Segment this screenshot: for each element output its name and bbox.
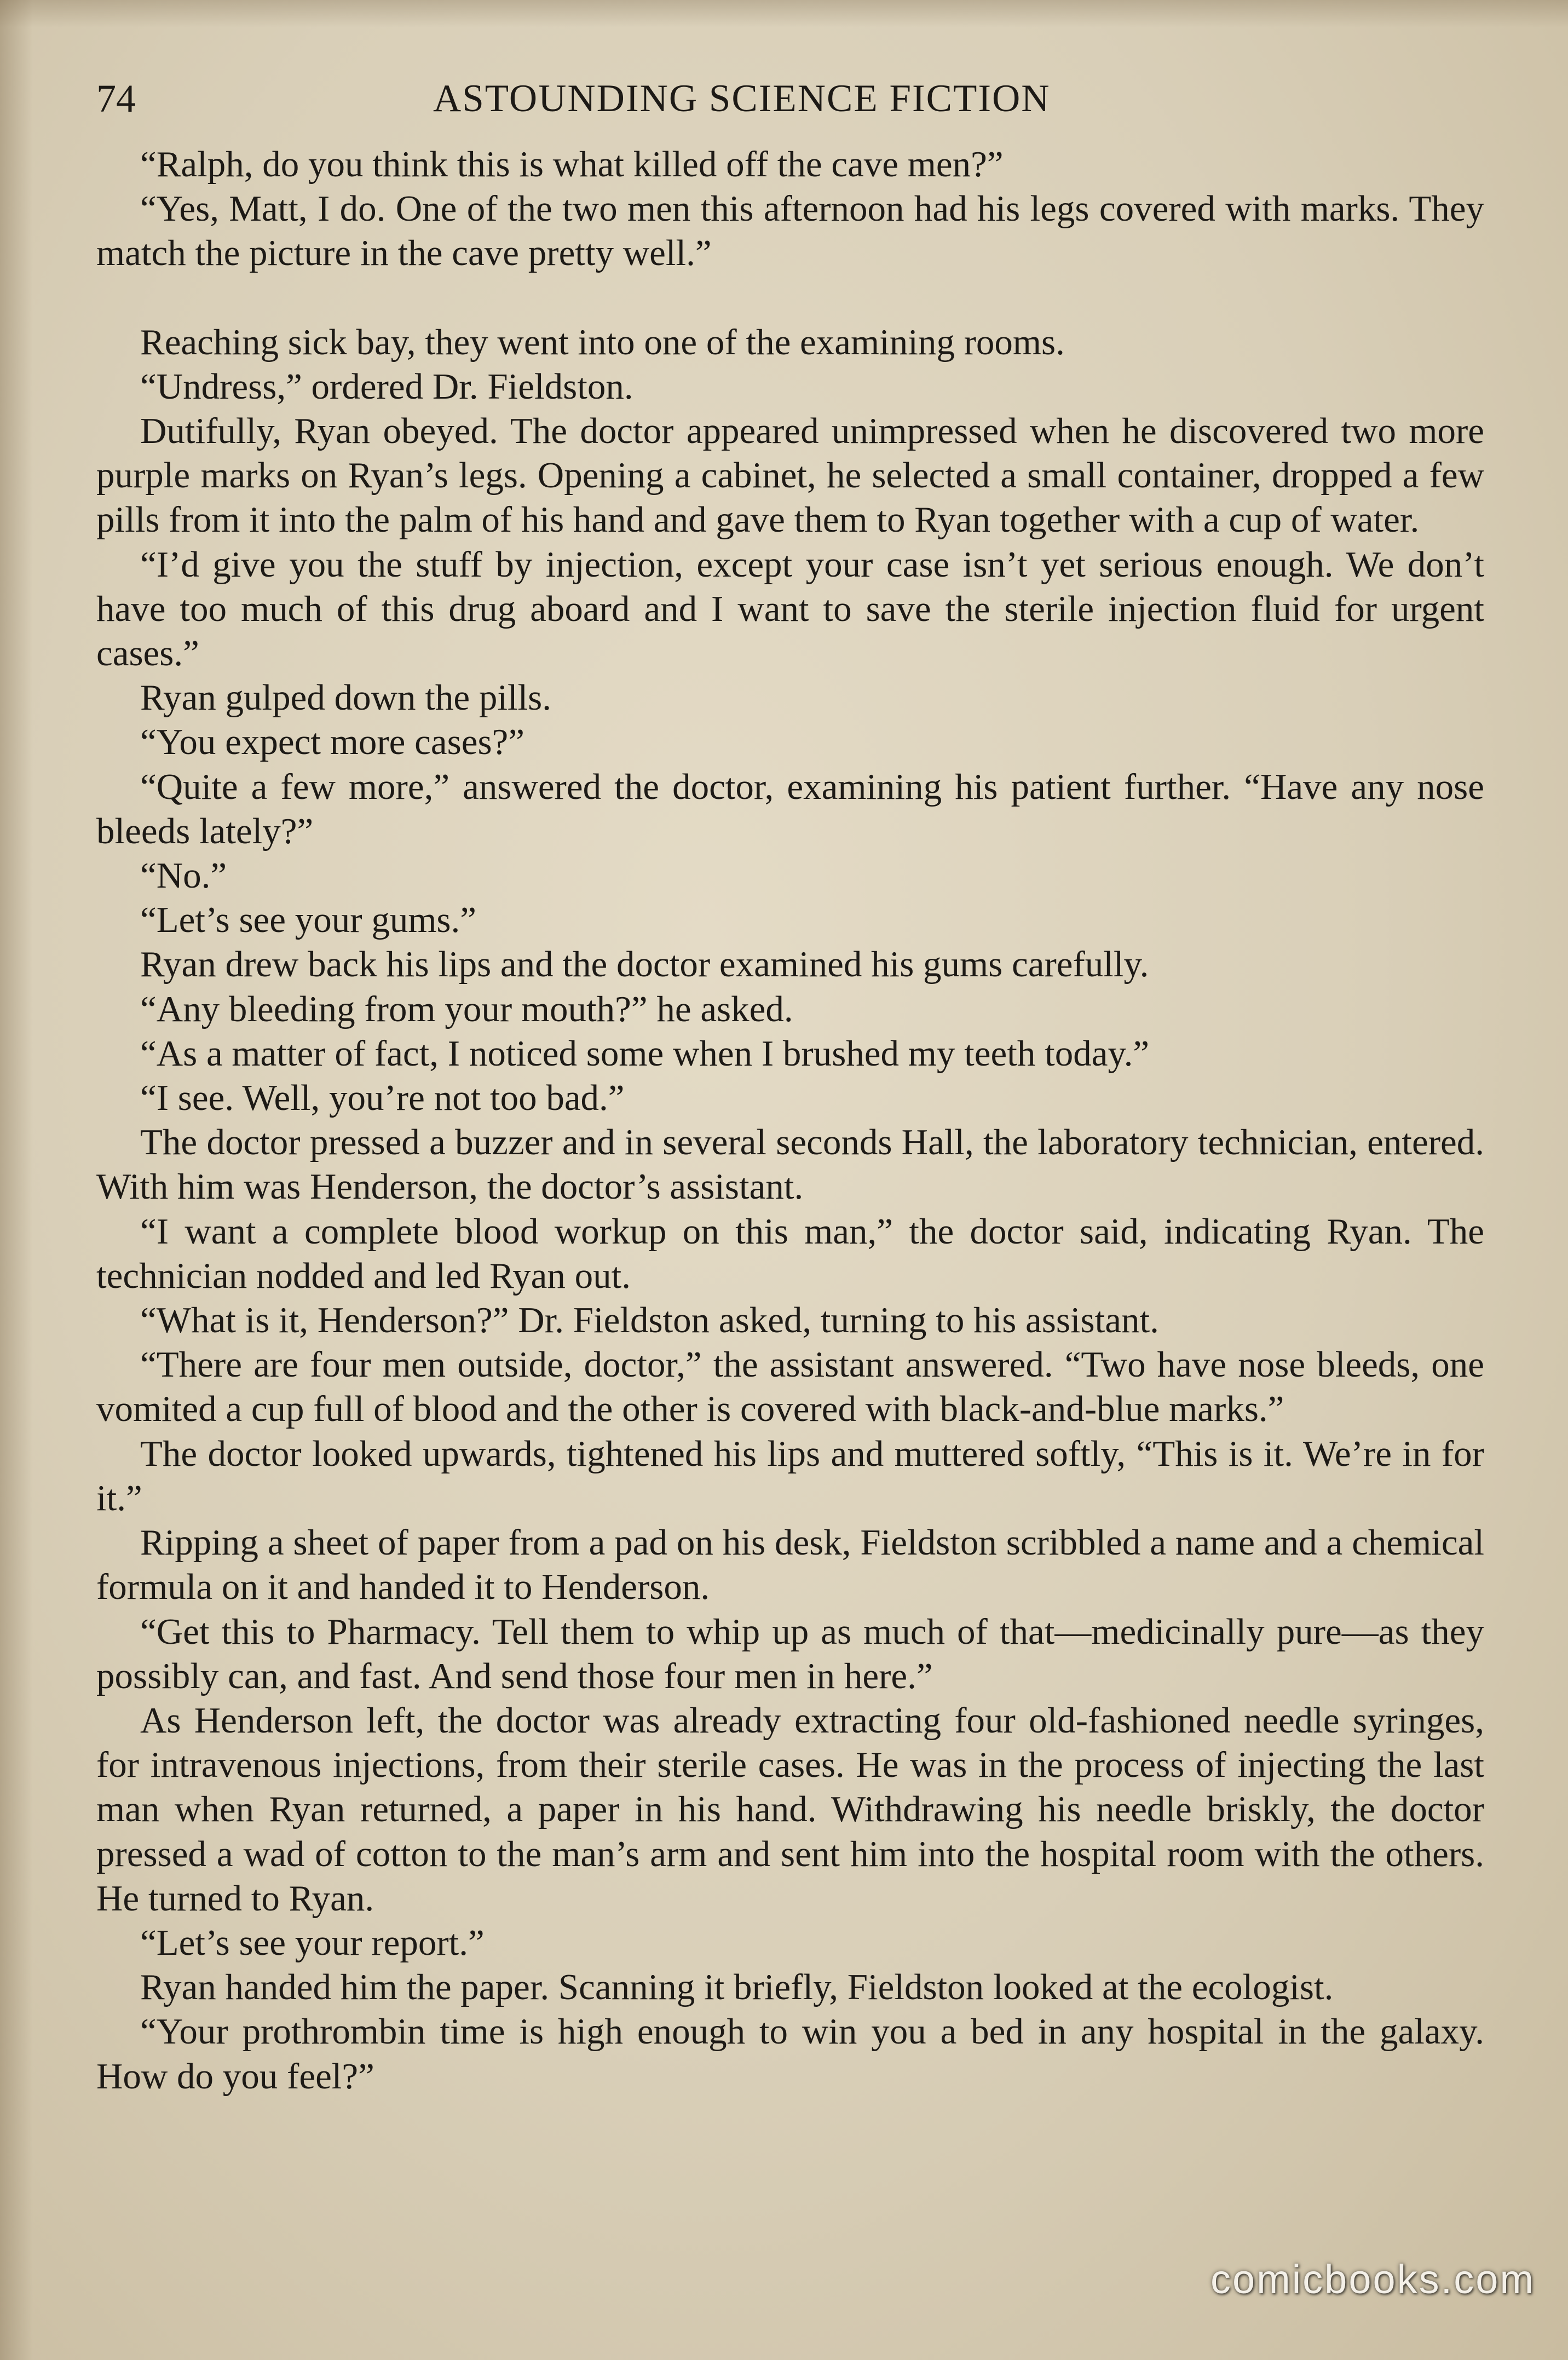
paragraph: “Yes, Matt, I do. One of the two men this afternoon had his legs covered with marks. They match the picture in the cave pretty well.”: [96, 188, 1484, 274]
paragraph: “I see. Well, you’re not too bad.”: [140, 1078, 625, 1119]
body-text: [96, 142, 1484, 2099]
paragraph: “Let’s see your report.”: [140, 1922, 485, 1963]
paragraph: “Ralph, do you think this is what killed off the cave men?”: [140, 144, 1004, 185]
paragraph: “Quite a few more,” answered the doctor, examining his patient further. “Have any nose bleeds lately?”: [96, 766, 1484, 851]
paragraph: “As a matter of fact, I noticed some when I brushed my teeth today.”: [140, 1033, 1150, 1074]
paragraph: The doctor pressed a buzzer and in several seconds Hall, the laboratory technician, entered. With him was Henderson, the doctor’s assistant.: [96, 1122, 1484, 1207]
paragraph: “You expect more cases?”: [140, 722, 524, 763]
paragraph: “I’d give you the stuff by injection, except your case isn’t yet serious enough. We don’t have too much of this drug aboard and I want to save the sterile injection fluid for urgent cases.”: [96, 544, 1484, 674]
paragraph: “Get this to Pharmacy. Tell them to whip up as much of that—medicinally pure—as they possibly can, and fast. And send those four men in here.”: [96, 1611, 1484, 1696]
paragraph: “No.”: [140, 855, 227, 896]
paragraph: “There are four men outside, doctor,” the assistant answered. “Two have nose bleeds, one vomited a cup full of blood and the other is covered with black-and-blue marks.”: [96, 1344, 1484, 1430]
paragraph: Ryan gulped down the pills.: [140, 677, 552, 718]
page-number: 74: [96, 77, 136, 120]
paragraph: “Your prothrombin time is high enough to win you a bed in any hospital in the galaxy. How do you feel?”: [96, 2011, 1484, 2097]
running-title: ASTOUNDING SCIENCE FICTION: [433, 77, 1051, 120]
paragraph: Ryan drew back his lips and the doctor examined his gums carefully.: [140, 944, 1149, 985]
page-edge-shadow: [0, 0, 33, 2360]
paragraph: Dutifully, Ryan obeyed. The doctor appeared unimpressed when he discovered two more purple marks on Ryan’s legs. Opening a cabinet, he selected a small container, dropped a few pills from it into the palm of his hand and gave them to Ryan together with a cup of water.: [96, 411, 1484, 540]
paragraph: Ryan handed him the paper. Scanning it briefly, Fieldston looked at the ecologist.: [140, 1967, 1334, 2008]
paragraph: Reaching sick bay, they went into one of the examining rooms.: [140, 321, 1065, 362]
paragraph: “What is it, Henderson?” Dr. Fieldston asked, turning to his assistant.: [140, 1300, 1159, 1341]
page-top-shadow: [0, 0, 1568, 27]
paragraph: As Henderson left, the doctor was already extracting four old-fashioned needle syringes, for intravenous injections, from their sterile cases. He was in the process of injecting the last man when Ryan returned, a paper in his hand. Withdrawing his needle briskly, the doctor pressed a wad of cotton to the man’s arm and sent him into the hospital room with the others. He turned to Ryan.: [96, 1700, 1484, 1919]
paragraph: “Let’s see your gums.”: [140, 900, 476, 941]
paragraph: “Undress,” ordered Dr. Fieldston.: [140, 366, 633, 407]
paragraph: “Any bleeding from your mouth?” he asked.: [140, 988, 793, 1029]
paragraph: “I want a complete blood workup on this man,” the doctor said, indicating Ryan. The technician nodded and led Ryan out.: [96, 1211, 1484, 1296]
watermark: comicbooks.com: [1210, 2257, 1535, 2302]
page-header: [96, 71, 1481, 126]
paragraph: Ripping a sheet of paper from a pad on his desk, Fieldston scribbled a name and a chemical formula on it and handed it to Henderson.: [96, 1522, 1484, 1608]
paragraph: The doctor looked upwards, tightened his lips and muttered softly, “This is it. We’re in for it.”: [96, 1433, 1484, 1518]
